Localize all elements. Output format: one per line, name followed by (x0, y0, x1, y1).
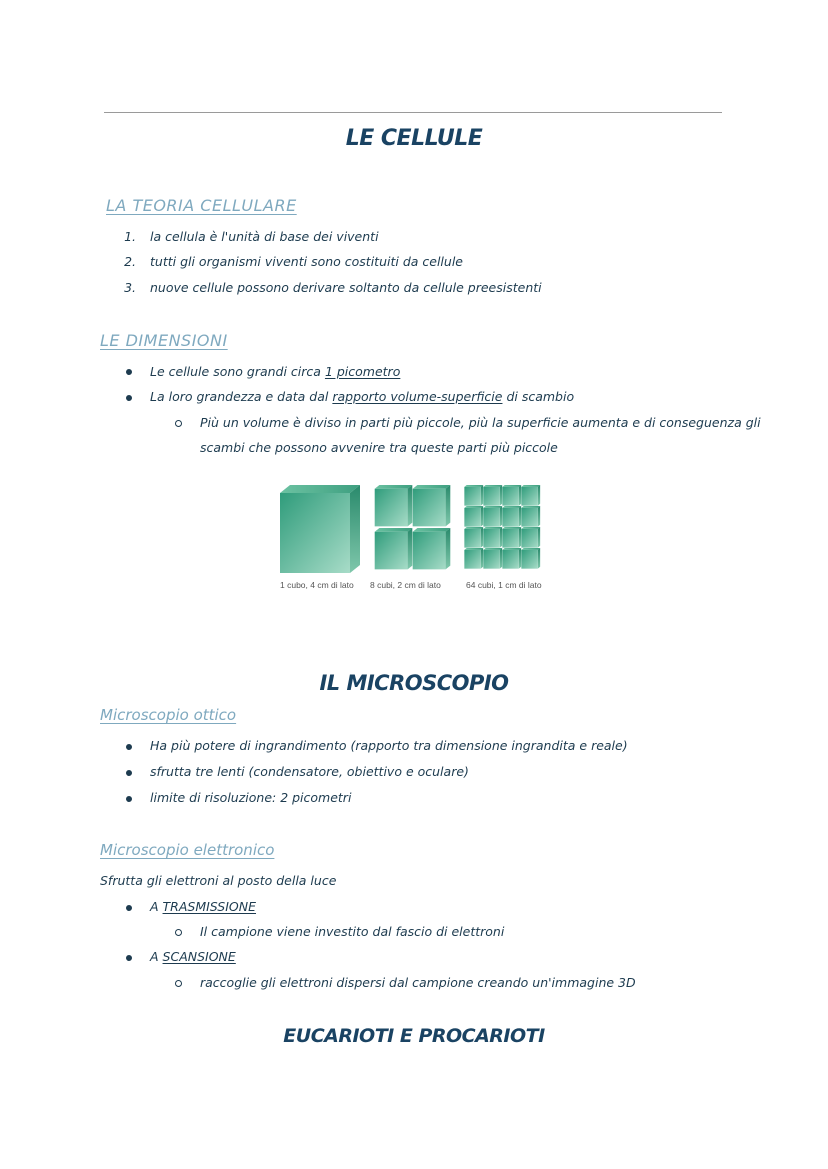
section-heading-teoria: LA TEORIA CELLULARE (106, 196, 297, 215)
bullet (126, 796, 132, 802)
top-divider (104, 112, 722, 113)
underlined-term: SCANSIONE (162, 949, 236, 964)
bullet (126, 369, 132, 375)
list-item: nuove cellule possono derivare soltanto da cellule preesistenti (150, 280, 542, 295)
figure-caption: 1 cubo, 4 cm di lato (280, 580, 354, 590)
list-item: Ha più potere di ingrandimento (rapporto tra dimensione ingrandita e reale) (150, 738, 628, 753)
sub-bullet (175, 929, 182, 936)
sub-item-line: scambi che possono avvenire tra queste parti più piccole (200, 440, 558, 455)
section-title-microscopio: IL MICROSCOPIO (319, 671, 509, 695)
sub-item-line: raccoglie gli elettroni dispersi dal campione creando un'immagine 3D (200, 975, 636, 990)
bullet (126, 770, 132, 776)
sub-item-line: Più un volume è diviso in parti più piccole, più la superficie aumenta e di conseguenza gli (200, 415, 761, 430)
list-item: Le cellule sono grandi circa 1 picometro (150, 364, 401, 379)
list-number: 1. (124, 229, 136, 244)
sixty-four-cubes (464, 485, 540, 569)
bullet (126, 395, 132, 401)
page-title: LE CELLULE (345, 126, 483, 151)
sub-item-line: Il campione viene investito dal fascio di elettroni (200, 924, 505, 939)
list-item: sfrutta tre lenti (condensatore, obiettivo e oculare) (150, 764, 469, 779)
section-heading-dimensioni: LE DIMENSIONI (100, 331, 228, 350)
section-title-eucarioti: EUCARIOTI E PROCARIOTI (283, 1025, 545, 1047)
list-item: tutti gli organismi viventi sono costituiti da cellule (150, 254, 463, 269)
list-item: A TRASMISSIONE (150, 899, 257, 914)
bullet (126, 955, 132, 961)
intro-text: Sfrutta gli elettroni al posto della luce (100, 873, 337, 888)
list-item: limite di risoluzione: 2 picometri (150, 790, 352, 805)
sub-bullet (175, 420, 182, 427)
bullet (126, 744, 132, 750)
figure-caption: 64 cubi, 1 cm di lato (466, 580, 542, 590)
figure-caption: 8 cubi, 2 cm di lato (370, 580, 441, 590)
underlined-term: rapporto volume-superficie (332, 389, 503, 404)
list-item: la cellula è l'unità di base dei viventi (150, 229, 379, 244)
section-heading-ottico: Microscopio ottico (100, 706, 237, 724)
underlined-term: TRASMISSIONE (162, 899, 257, 914)
list-number: 2. (124, 254, 136, 269)
bullet (126, 905, 132, 911)
eight-cubes (375, 485, 451, 569)
list-number: 3. (124, 280, 136, 295)
list-item: A SCANSIONE (150, 949, 236, 964)
sub-bullet (175, 980, 182, 987)
single-cube (280, 485, 360, 573)
underlined-term: 1 picometro (324, 364, 401, 379)
list-item: La loro grandezza e data dal rapporto volume-superficie di scambio (150, 389, 575, 404)
section-heading-elettronico: Microscopio elettronico (100, 841, 275, 859)
